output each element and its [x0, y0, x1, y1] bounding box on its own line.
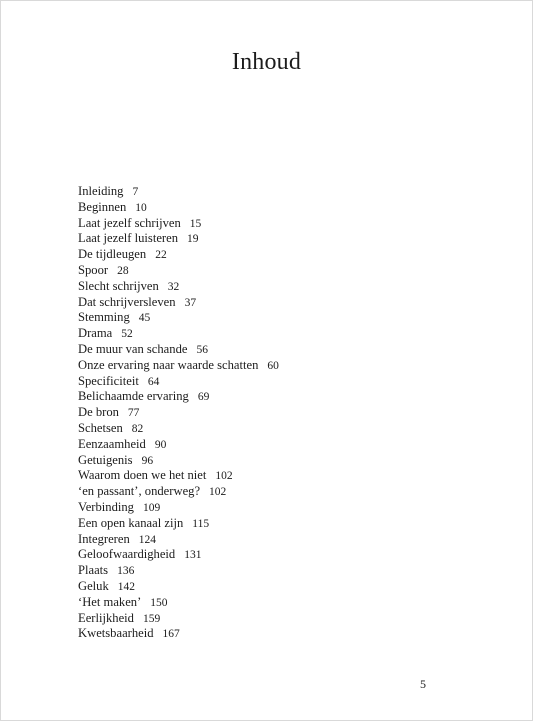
toc-entry	[78, 310, 478, 326]
toc-entry-page: 167	[162, 628, 180, 641]
toc-entry-title: Waarom doen we het niet	[78, 468, 207, 483]
toc-entry	[78, 326, 478, 342]
toc-entry-title: De muur van schande	[78, 341, 188, 356]
toc-entry-page: 22	[155, 249, 167, 262]
toc-entry-title: Specificiteit	[78, 373, 139, 388]
toc-entry	[78, 200, 478, 216]
toc-entry	[78, 484, 478, 500]
toc-entry-page: 32	[167, 280, 180, 293]
toc-entry	[78, 468, 478, 484]
toc-entry-title: Laat jezelf luisteren	[78, 231, 178, 246]
toc-entry-page: 102	[209, 486, 227, 499]
toc-entry	[78, 263, 478, 279]
toc-entry	[78, 374, 478, 390]
toc-entry	[78, 579, 478, 595]
toc-entry-title: De tijdleugen	[78, 247, 147, 262]
toc-entry	[78, 216, 478, 232]
toc-entry-title: Belichaamde ervaring	[78, 389, 189, 404]
toc-entry-page: 69	[197, 391, 210, 404]
toc-entry-page: 96	[141, 454, 154, 467]
toc-entry-title: De bron	[78, 405, 119, 420]
toc-entry-page: 60	[267, 359, 279, 372]
toc-entry-page: 131	[184, 549, 202, 562]
toc-entry-title: Schetsen	[78, 420, 123, 435]
toc-entry-page: 90	[154, 438, 167, 451]
toc-entry-title: Eerlijkheid	[78, 610, 134, 625]
toc-entry	[78, 516, 478, 532]
page-title: Inhoud	[231, 49, 302, 75]
toc-entry-title: Integreren	[78, 531, 130, 546]
page-number: 5	[420, 677, 426, 691]
toc-entry-page: 82	[131, 422, 144, 435]
toc-entry-title: Laat jezelf schrijven	[78, 215, 181, 230]
toc-entry	[78, 563, 478, 579]
toc-entry	[78, 279, 478, 295]
toc-entry-title: Getuigenis	[78, 452, 133, 467]
toc-entry	[78, 595, 478, 611]
toc-entry-page: 159	[142, 612, 161, 625]
toc-entry-page: 28	[117, 264, 129, 277]
toc-entry-title: Verbinding	[78, 499, 134, 514]
toc-entry-page: 142	[117, 580, 136, 593]
toc-entry-page: 150	[150, 596, 168, 609]
toc-entry-page: 136	[117, 565, 135, 578]
toc-entry-page: 10	[135, 201, 147, 214]
toc-entry-page: 52	[121, 328, 133, 341]
toc-entry-title: Onze ervaring naar waarde schatten	[78, 357, 259, 372]
toc-entry-title: Spoor	[78, 262, 109, 277]
toc-entry-title: Slecht schrijven	[78, 278, 159, 293]
toc-entry-title: Stemming	[78, 310, 130, 325]
toc-entry	[78, 611, 478, 627]
toc-entry	[78, 184, 478, 200]
toc-entry-page: 124	[138, 533, 156, 546]
toc-entry-title: Geluk	[78, 578, 109, 593]
toc-entry-page: 77	[127, 407, 140, 420]
toc-entry-title: ‘en passant’, onderweg?	[78, 484, 201, 499]
toc-entry	[78, 453, 478, 469]
toc-entry	[78, 626, 478, 642]
toc-entry	[78, 405, 478, 421]
toc-entry	[78, 532, 478, 548]
toc-entry-title: Geloofwaardigheid	[78, 547, 176, 562]
toc-entry	[78, 358, 478, 374]
toc-entry-title: Plaats	[78, 563, 109, 578]
toc-entry-page: 37	[184, 296, 197, 309]
toc-entry	[78, 295, 478, 311]
table-of-contents	[78, 184, 478, 642]
toc-entry	[78, 437, 478, 453]
toc-entry	[78, 421, 478, 437]
toc-entry	[78, 342, 478, 358]
toc-entry-page: 115	[192, 517, 210, 530]
toc-entry-page: 45	[138, 312, 151, 325]
toc-entry-page: 56	[196, 343, 208, 356]
toc-entry	[78, 389, 478, 405]
toc-entry-page: 7	[132, 186, 139, 198]
toc-entry-title: Inleiding	[78, 184, 124, 198]
toc-entry-title: Eenzaamheid	[78, 436, 146, 451]
toc-entry	[78, 547, 478, 563]
toc-entry	[78, 500, 478, 516]
toc-entry	[78, 231, 478, 247]
toc-entry-page: 109	[142, 501, 161, 514]
toc-entry-page: 102	[215, 470, 233, 483]
toc-entry-page: 15	[189, 217, 202, 230]
toc-entry-page: 64	[147, 375, 160, 388]
toc-entry-title: Drama	[78, 326, 113, 341]
toc-entry-title: Beginnen	[78, 199, 127, 214]
toc-entry	[78, 247, 478, 263]
toc-entry-title: Dat schrijversleven	[78, 294, 176, 309]
toc-entry-title: Kwetsbaarheid	[78, 626, 154, 641]
toc-entry-title: ‘Het maken’	[78, 594, 142, 609]
toc-entry-page: 19	[187, 233, 199, 246]
toc-entry-title: Een open kanaal zijn	[78, 515, 184, 530]
